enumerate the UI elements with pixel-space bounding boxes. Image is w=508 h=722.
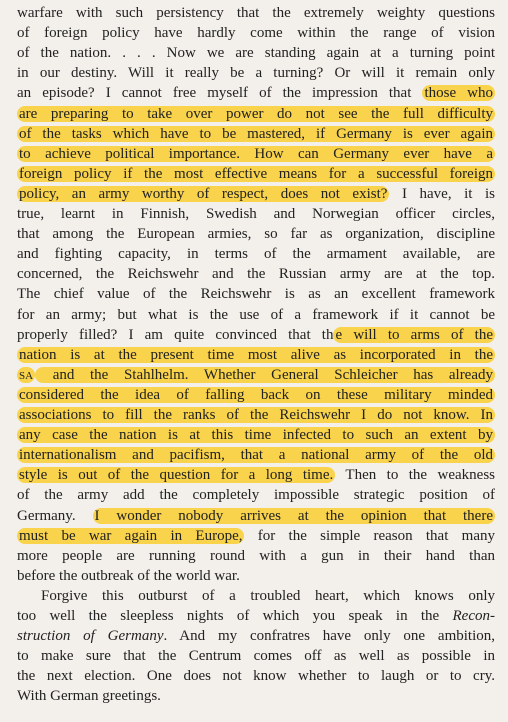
text-line [17, 686, 495, 706]
highlighted-text: those who [424, 85, 494, 102]
text-line [17, 546, 495, 566]
highlighted-text: to achieve political importance. How can Germany ever have a [19, 145, 493, 162]
text-line [17, 204, 495, 224]
text-line [17, 506, 495, 526]
text-span: I have, it is [389, 185, 495, 202]
text-line [17, 63, 495, 83]
text-line [17, 526, 495, 546]
text-line [17, 626, 495, 646]
text-line [17, 325, 495, 345]
highlighted-text: nation is at the present time most alive as incorporated in the [19, 346, 493, 363]
text-line [17, 646, 495, 666]
highlighted-text: any case the nation is at this time infected to such an extent by [19, 427, 493, 444]
text-span: of the army add the completely impossible strategic position of [17, 487, 495, 504]
text-span: of foreign policy have hardly come within the range of vision [17, 25, 495, 42]
highlighted-text: considered the idea of falling back on these military minded [19, 386, 493, 403]
text-line [17, 164, 495, 184]
text-line [17, 586, 495, 606]
italic-text: struction of Germany [17, 628, 164, 645]
text-line [17, 385, 495, 405]
highlighted-text: associations to fill the ranks of the Reichswehr I do not know. In [19, 407, 493, 423]
text-line [17, 43, 495, 63]
text-span: Germany. [17, 507, 93, 524]
text-line [17, 224, 495, 244]
text-span: the next election. One does not know whether to laugh or to cry. [17, 668, 495, 685]
highlighted-text: internationalism and pacifism, that a national army of the old [19, 447, 493, 464]
text-line [17, 104, 495, 124]
text-line [17, 305, 495, 325]
text-span: in our destiny. Will it really be a turning? Or will it remain only [17, 65, 495, 82]
highlighted-text: must be war again in Europe, [19, 527, 243, 544]
text-span: . And my confratres have only one ambition, [163, 628, 496, 645]
text-span: concerned, the Reichswehr and the Russian army are at the top. [17, 266, 495, 283]
text-line [17, 606, 495, 626]
highlighted-text: e will to arms of the [335, 326, 494, 343]
text-span: of the nation. . . . Now we are standing again at a turning point [17, 45, 495, 62]
text-span: more people are running round with a gun in their hand than [17, 547, 495, 564]
highlighted-text: policy, an army worthy of respect, does not exist? [19, 185, 388, 202]
text-span: warfare with such persistency that the extremely weighty questions [17, 5, 495, 21]
text-line [17, 445, 495, 465]
highlighted-text: foreign policy if the most effective means for a successful foreign [19, 165, 493, 182]
text-line [17, 144, 495, 164]
text-line [17, 465, 495, 485]
text-span: Then to the weakness [335, 467, 495, 484]
text-span: to make sure that the Centrum comes off as well as possible in [17, 648, 495, 665]
highlighted-text: style is out of the question for a long time. [19, 467, 334, 484]
text-span: that among the European armies, so far as organization, discipline [17, 226, 495, 243]
text-line [17, 566, 495, 586]
text-span: Forgive this outburst of a troubled heart, which knows only [41, 587, 495, 604]
text-line [17, 485, 495, 505]
text-line [17, 666, 495, 686]
text-line [17, 83, 495, 103]
text-span: for an army; but what is the use of a framework if it cannot be [17, 306, 495, 323]
text-span: properly filled? I am quite convinced that th [17, 326, 334, 343]
text-line [17, 184, 495, 204]
text-span: an episode? I cannot free myself of the impression that [17, 85, 423, 102]
text-line [17, 425, 495, 445]
text-line [17, 405, 495, 425]
text-span: With German greetings. [17, 688, 161, 705]
text-span: before the outbreak of the world war. [17, 567, 240, 584]
text-span: too well the sleepless nights of which you speak in the [17, 608, 453, 624]
highlighted-text: of the tasks which have to be mastered, if Germany is ever again [19, 125, 493, 142]
text-span: and fighting capacity, in terms of the armament available, are [17, 246, 495, 263]
text-span: for the simple reason that many [244, 527, 496, 544]
text-line [17, 244, 495, 264]
text-line [17, 23, 495, 43]
text-line [17, 124, 495, 144]
text-span: The chief value of the Reichswehr is as an excellent framework [17, 286, 495, 303]
text-line [17, 365, 495, 385]
text-line [17, 264, 495, 284]
text-line [17, 345, 495, 365]
italic-text: Recon- [452, 608, 495, 624]
highlighted-text: and the Stahlhelm. Whether General Schleicher has already [37, 366, 493, 383]
text-line [17, 3, 495, 23]
highlighted-text: are preparing to take over power do not see the full difficulty [19, 105, 493, 122]
text-line [17, 284, 495, 304]
highlighted-text: sa [19, 366, 34, 383]
highlighted-text: I wonder nobody arrives at the opinion that there [94, 507, 493, 524]
text-span: true, learnt in Finnish, Swedish and Norwegian officer circles, [17, 206, 495, 222]
